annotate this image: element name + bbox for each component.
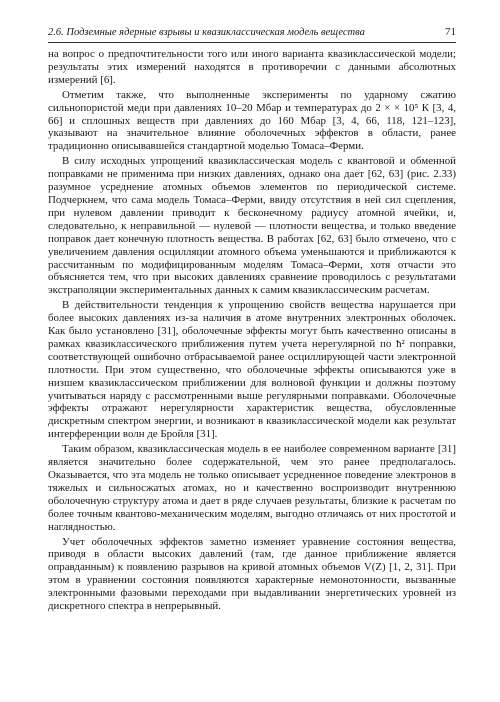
paragraph-2: Отметим также, что выполненные эксперименты по ударному сжатию сильнопористой меди при давлениях 10–20 Мбар и температурах до 2 × × 10⁵ К [3, 4, 66] и сплошных веществ при давлениях до 160 Мбар [3, 4, 66, 118, 121–123], указывают на значительное влияние оболочечных эффектов в области, ранее традиционно описывавшейся стандартной моделью Томаса–Ферми. (48, 88, 456, 153)
running-header (48, 26, 456, 43)
book-page (48, 26, 456, 686)
paragraph-4: В действительности тенденция к упрощению свойств вещества нарушается при более высоких давлениях из-за наличия в атоме внутренних электронных оболочек. Как было установлено [31], оболочечные эффекты могут быть качественно описаны в рамках квазиклассического приближения путем учета нерегулярной по ħ² поправки, соответствующей ошибочно отбрасываемой ранее осциллирующей части электронной плотности. При этом существенно, что оболочечные эффекты описываются уже в низшем квазиклассическом приближении для волновой функции и должны поэтому учитываться наряду с рассмотренными выше регулярными поправками. Оболочечные эффекты отражают нерегулярности характеристик вещества, обусловленные дискретным спектром энергии, и возникают в квазиклассической модели как результат интерференции волн де Бройля [31]. (48, 299, 456, 441)
running-title: 2.6. Подземные ядерные взрывы и квазиклассическая модель вещества (48, 27, 365, 38)
page-body (48, 48, 456, 613)
paragraph-5: Таким образом, квазиклассическая модель в ее наиболее современном варианте [31] является значительно более содержательной, чем это ранее предполагалось. Оказывается, что эта модель не только описывает усредненное поведение электронов в тяжелых и сильносжатых атомах, но и качественно воспроизводит внутреннюю оболочечную структуру атома и дает в ряде случаев результаты, близкие к расчетам по более точным квантово-механическим моделям, выгодно отличаясь от них простотой и наглядностью. (48, 443, 456, 533)
paragraph-1: на вопрос о предпочтительности того или иного варианта квазиклассической модели; результаты этих измерений находятся в противоречии с данными абсолютных измерений [6]. (48, 48, 456, 86)
paragraph-6: Учет оболочечных эффектов заметно изменяет уравнение состояния вещества, приводя в области высоких давлений (там, где данное приближение является оправданным) к появлению разрывов на кривой атомных объемов V(Z) [1, 2, 31]. При этом в уравнении состояния появляются характерные немонотонности, вызванные электронными фазовыми переходами при выдавливании энергетических уровней из дискретного спектра в непрерывный. (48, 535, 456, 613)
paragraph-3: В силу исходных упрощений квазиклассическая модель с квантовой и обменной поправками не применима при низких давлениях, однако она дает [62, 63] (рис. 2.33) разумное усреднение атомных объемов элементов по периодической системе. Подчеркнем, что сама модель Томаса–Ферми, ввиду отсутствия в ней сил сцепления, при нулевом давлении приводит к бесконечному радиусу атомной ячейки, и, следовательно, к неправильной — нулевой — плотности вещества, и только введение поправок дает конечную плотность вещества. В работах [62, 63] было отмечено, что с увеличением давления осцилляции атомного объема уменьшаются и приближаются к рассчитанным по модифицированным моделям Томаса–Ферми, хотя отчасти это объясняется тем, что при высоких давлениях сравнение проводилось с результатами экстраполяции экспериментальных данных к самим квазиклассическим расчетам. (48, 155, 456, 297)
page-number: 71 (445, 26, 456, 38)
